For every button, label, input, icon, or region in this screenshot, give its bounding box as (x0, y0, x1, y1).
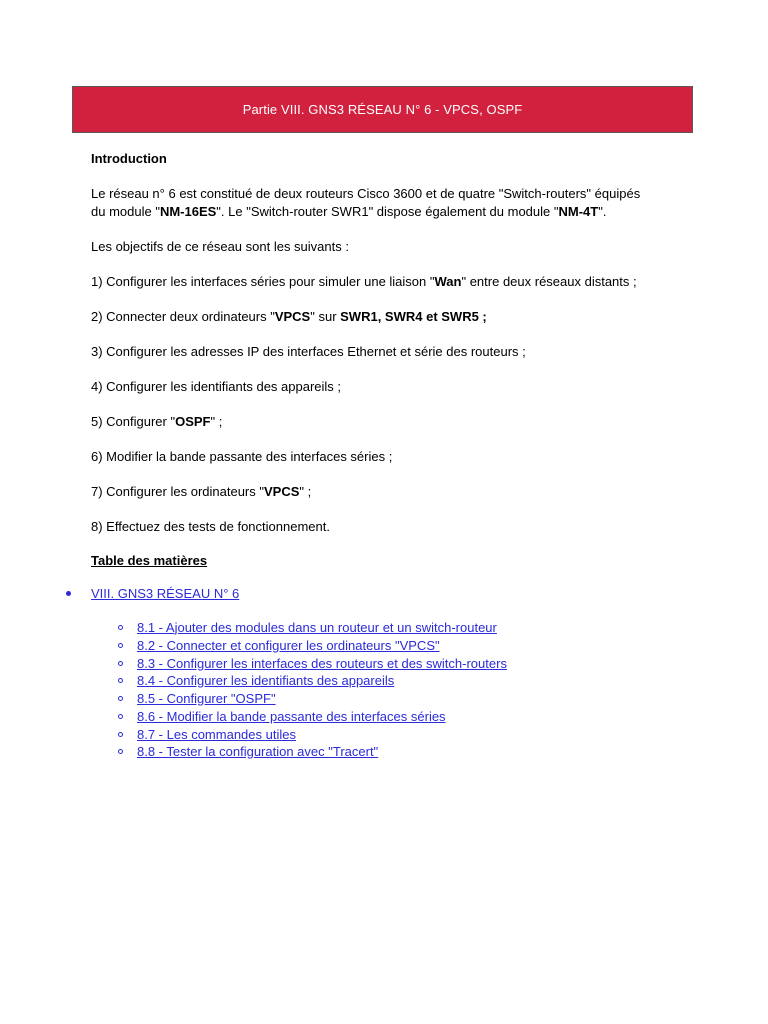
text-run: 2) Connecter deux ordinateurs " (91, 309, 275, 324)
objective-7 (91, 483, 311, 500)
intro-paragraph-line-2 (91, 203, 606, 220)
circle-bullet-icon (118, 749, 123, 754)
objective-8: 8) Effectuez des tests de fonctionnement. (91, 519, 330, 534)
text-run: du module " (91, 204, 160, 219)
text-run: " ; (299, 484, 312, 499)
objective-3: 3) Configurer les adresses IP des interfaces Ethernet et série des routeurs ; (91, 344, 526, 359)
text-run: 5) Configurer " (91, 414, 176, 429)
circle-bullet-icon (118, 643, 123, 648)
module-name-nm16es: NM-16ES (159, 204, 217, 219)
toc-link-8-5[interactable]: 8.5 - Configurer "OSPF" (137, 690, 276, 706)
circle-bullet-icon (118, 696, 123, 701)
objective-1 (91, 273, 637, 290)
toc-link-8-1[interactable]: 8.1 - Ajouter des modules dans un routeur et un switch-routeur (137, 619, 497, 635)
objective-2 (91, 308, 487, 325)
objective-5 (91, 413, 222, 430)
text-run: " entre deux réseaux distants ; (461, 274, 637, 289)
intro-heading: Introduction (91, 151, 167, 166)
objective-6: 6) Modifier la bande passante des interfaces séries ; (91, 449, 393, 464)
toc-item-8-5 (118, 689, 276, 707)
objectives-intro: Les objectifs de ce réseau sont les suivants : (91, 239, 349, 254)
toc-link-8-7[interactable]: 8.7 - Les commandes utiles (137, 726, 296, 742)
circle-bullet-icon (118, 714, 123, 719)
module-name-nm4t: NM-4T (558, 204, 599, 219)
bold-term: VPCS (263, 484, 300, 499)
toc-link-8-8[interactable]: 8.8 - Tester la configuration avec "Tracert" (137, 743, 379, 759)
objective-4: 4) Configurer les identifiants des appareils ; (91, 379, 342, 394)
text-run: ". Le "Switch-router SWR1" dispose également du module " (216, 204, 559, 219)
text-run: " sur (310, 309, 341, 324)
intro-paragraph-line-1: Le réseau n° 6 est constitué de deux routeurs Cisco 3600 et de quatre "Switch-routers" équipés (91, 186, 641, 201)
toc-item-8-4 (118, 671, 394, 689)
toc-link-8-2[interactable]: 8.2 - Connecter et configurer les ordinateurs "VPCS" (137, 637, 440, 653)
text-run: 1) Configurer les interfaces séries pour simuler une liaison " (91, 274, 435, 289)
toc-link-8-3[interactable]: 8.3 - Configurer les interfaces des routeurs et des switch-routers (137, 655, 507, 671)
page-title: Partie VIII. GNS3 RÉSEAU N° 6 - VPCS, OSPF (242, 102, 523, 117)
toc-item-8-8 (118, 742, 378, 760)
text-run: ". (598, 204, 607, 219)
text-run: " ; (210, 414, 223, 429)
toc-link-8-6[interactable]: 8.6 - Modifier la bande passante des interfaces séries (137, 708, 446, 724)
title-banner (72, 86, 693, 133)
bold-term: SWR1, SWR4 et SWR5 ; (340, 309, 487, 324)
bold-term: VPCS (274, 309, 311, 324)
toc-heading: Table des matières (91, 553, 208, 568)
circle-bullet-icon (118, 678, 123, 683)
toc-item-8-7 (118, 725, 296, 743)
circle-bullet-icon (118, 661, 123, 666)
toc-item-8-6 (118, 707, 446, 725)
bullet-icon (66, 591, 71, 596)
toc-link-main[interactable]: VIII. GNS3 RÉSEAU N° 6 (91, 586, 240, 601)
bold-term: Wan (434, 274, 462, 289)
circle-bullet-icon (118, 625, 123, 630)
text-run: 7) Configurer les ordinateurs " (91, 484, 264, 499)
toc-item-8-2 (118, 636, 440, 654)
bold-term: OSPF (175, 414, 211, 429)
toc-item-8-3 (118, 654, 507, 672)
toc-item-8-1 (118, 618, 497, 636)
toc-link-8-4[interactable]: 8.4 - Configurer les identifiants des appareils (137, 672, 395, 688)
circle-bullet-icon (118, 732, 123, 737)
